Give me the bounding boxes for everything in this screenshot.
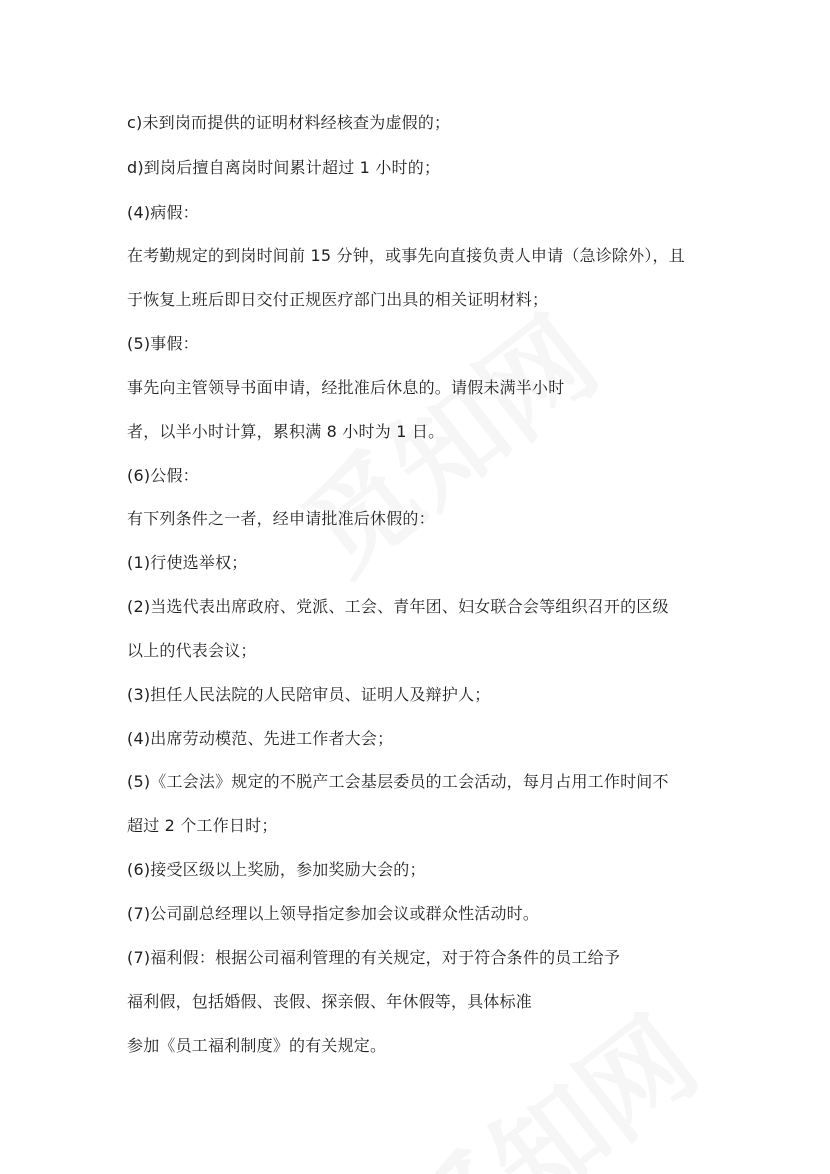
text-line: (1)行使选举权； xyxy=(127,553,248,572)
text-line: (4)病假： xyxy=(127,203,199,222)
text-line: 福利假，包括婚假、丧假、探亲假、年休假等，具体标准 xyxy=(127,992,533,1011)
text-line: 有下列条件之一者，经申请批准后休假的： xyxy=(127,509,435,528)
text-line: (6)接受区级以上奖励，参加奖励大会的； xyxy=(127,860,426,879)
text-line: (4)出席劳动模范、先进工作者大会； xyxy=(127,729,394,748)
text-line: c)未到岗而提供的证明材料经核查为虚假的； xyxy=(127,113,451,132)
text-line: 超过 2 个工作日时； xyxy=(127,816,278,835)
text-line: 于恢复上班后即日交付正规医疗部门出具的相关证明材料； xyxy=(127,290,549,309)
text-line: 参加《员工福利制度》的有关规定。 xyxy=(127,1036,387,1055)
text-line: d)到岗后擅自离岗时间累计超过 1 小时的； xyxy=(127,158,441,177)
text-line: (5)事假： xyxy=(127,334,199,353)
text-line: 者，以半小时计算，累积满 8 小时为 1 日。 xyxy=(127,422,445,441)
text-line: (5)《工会法》规定的不脱产工会基层委员的工会活动，每月占用工作时间不 xyxy=(127,772,669,791)
text-line: (2)当选代表出席政府、党派、工会、青年团、妇女联合会等组织召开的区级 xyxy=(127,597,669,616)
text-line: 以上的代表会议； xyxy=(127,641,257,660)
text-line: 在考勤规定的到岗时间前 15 分钟，或事先向直接负责人申请（急诊除外），且 xyxy=(127,246,685,265)
text-line: 事先向主管领导书面申请，经批准后休息的。请假未满半小时 xyxy=(127,378,565,397)
text-line: (7)福利假：根据公司福利管理的有关规定，对于符合条件的员工给予 xyxy=(127,948,621,967)
text-line: (3)担任人民法院的人民陪审员、证明人及辩护人； xyxy=(127,685,491,704)
text-line: (6)公假： xyxy=(127,466,199,485)
text-line: (7)公司副总经理以上领导指定参加会议或群众性活动时。 xyxy=(127,904,540,923)
